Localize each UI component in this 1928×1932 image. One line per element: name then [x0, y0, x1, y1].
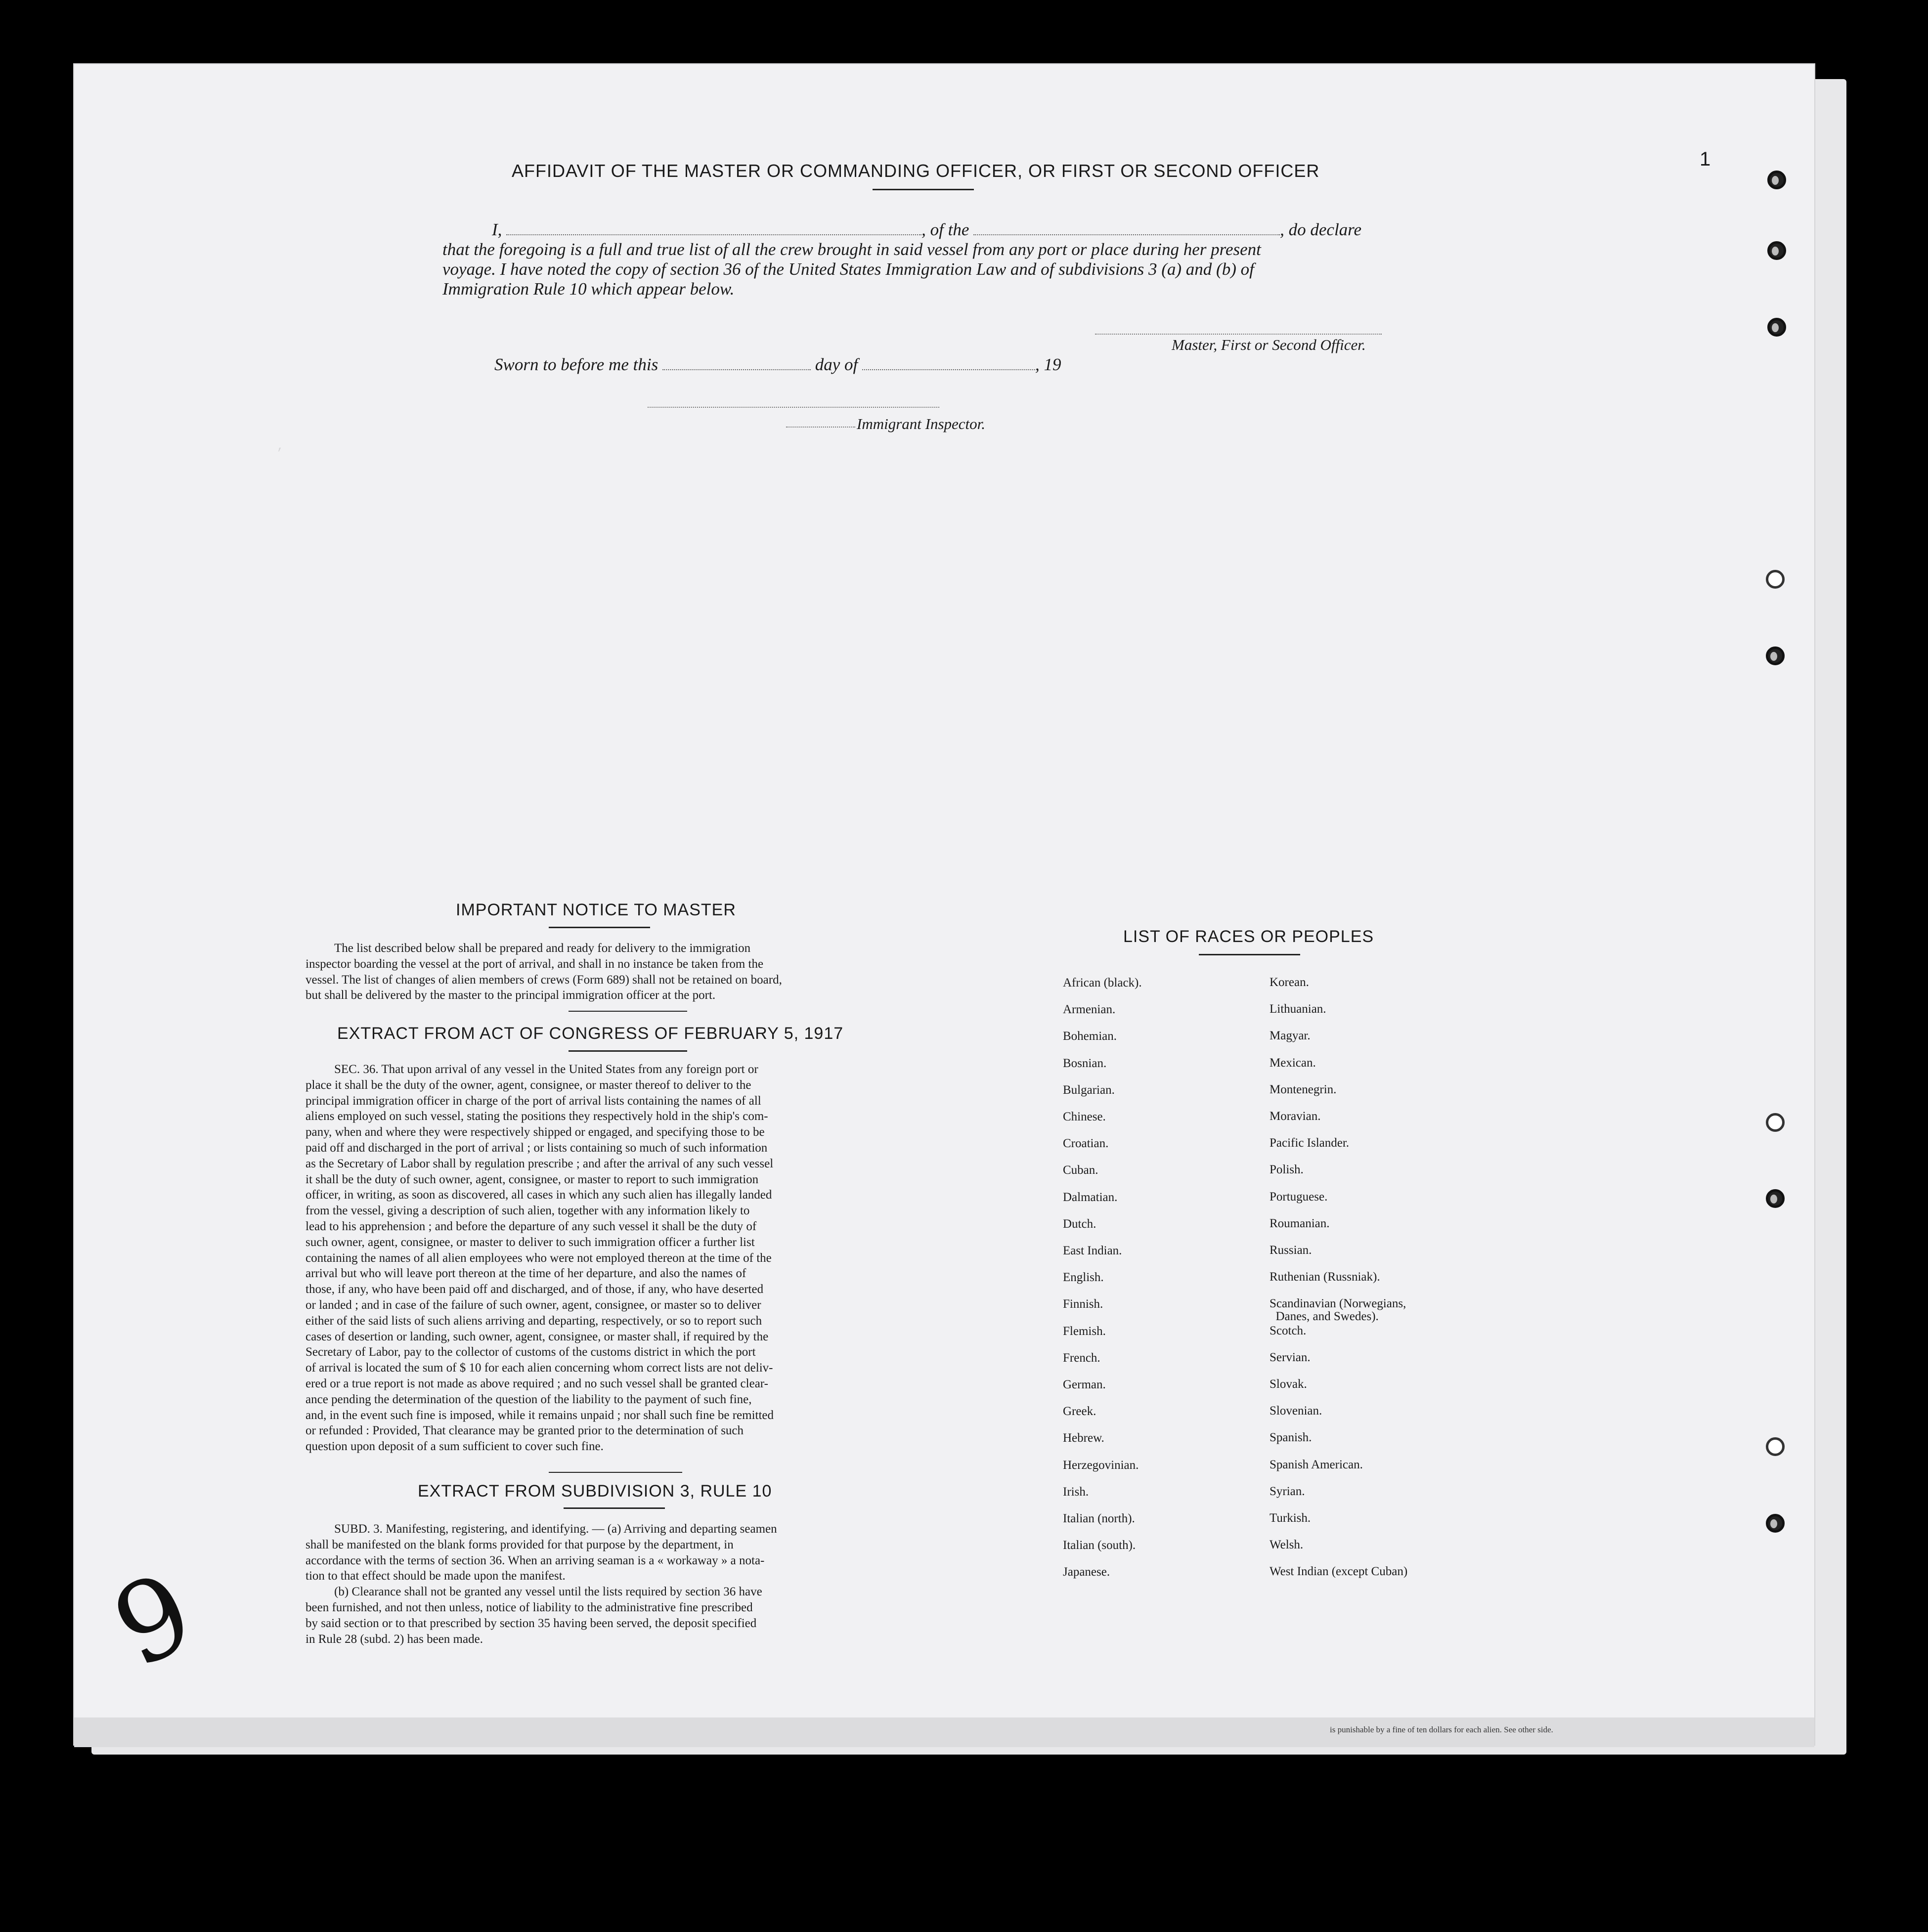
rule-line: in Rule 28 (subd. 2) has been made. [306, 1632, 483, 1646]
extract-act-title-underline [569, 1050, 687, 1052]
affidavit-body-1: that the foregoing is a full and true list of all the crew brought in said vessel from any port or place during her present [442, 240, 1261, 259]
races-title: LIST OF RACES OR PEOPLES [1123, 927, 1374, 946]
act-line: or refunded : Provided, That clearance may be granted prior to the determination of such [306, 1424, 744, 1438]
footer-note: is punishable by a fine of ten dollars for each alien. See other side. [1330, 1725, 1553, 1734]
sworn-line [494, 355, 1061, 375]
affidavit-body-3: Immigration Rule 10 which appear below. [442, 279, 735, 299]
name-blank[interactable] [506, 232, 921, 235]
extract-rule-body [306, 1521, 893, 1647]
race-item: Magyar. [1270, 1029, 1311, 1043]
race-item: Finnish. [1063, 1297, 1103, 1311]
extract-act-body [306, 1062, 893, 1455]
races-title-underline [1199, 954, 1300, 955]
act-line: those, if any, who have been paid off and discharged, and of those, if any, who have deserted [306, 1283, 764, 1296]
binder-hole [1766, 570, 1785, 589]
notice-title-underline [549, 927, 650, 928]
act-line: pany, when and where they were respectively shipped or engaged, and specifying those to be [306, 1125, 765, 1139]
race-item: Servian. [1270, 1350, 1311, 1364]
race-item: Scandinavian (Norwegians, Danes, and Swedes). [1270, 1297, 1406, 1324]
vessel-blank[interactable] [973, 232, 1280, 235]
race-item: West Indian (except Cuban) [1270, 1565, 1408, 1579]
binder-hole [1767, 318, 1786, 337]
race-item: Lithuanian. [1270, 1002, 1326, 1016]
race-item: Portuguese. [1270, 1190, 1328, 1203]
race-item: Roumanian. [1270, 1216, 1330, 1230]
act-line: it shall be the duty of such owner, agent, consignee, or master to report to such immigration [306, 1172, 759, 1186]
rule-line: been furnished, and not then unless, notice of liability to the administrative fine prescribed [306, 1600, 753, 1614]
race-item: African (black). [1063, 976, 1142, 989]
act-line: paid off and discharged in the port of arrival ; or lists containing so much of such information [306, 1141, 768, 1155]
affidavit-title: AFFIDAVIT OF THE MASTER OR COMMANDING OFFICER, OR FIRST OR SECOND OFFICER [512, 161, 1320, 181]
race-item: Korean. [1270, 976, 1309, 989]
act-line: from the vessel, giving a description of such alien, together with any information likely to [306, 1204, 750, 1218]
act-line: Secretary of Labor, pay to the collector of customs of the customs district in which the port [306, 1345, 756, 1359]
affidavit-body-2: voyage. I have noted the copy of section 36 of the United States Immigration Law and of subdivisions 3 (a) and (b) of [442, 259, 1254, 279]
notice-line: but shall be delivered by the master to the principal immigration officer at the port. [306, 988, 716, 1002]
race-item: Bulgarian. [1063, 1083, 1115, 1097]
extract-rule-title: EXTRACT FROM SUBDIVISION 3, RULE 10 [418, 1482, 772, 1501]
race-item: English. [1063, 1271, 1104, 1285]
race-item: Slovenian. [1270, 1404, 1322, 1418]
race-item: Moravian. [1270, 1110, 1321, 1123]
race-item: Greek. [1063, 1405, 1096, 1418]
race-item: Chinese. [1063, 1110, 1106, 1123]
race-item: Irish. [1063, 1485, 1089, 1499]
rule-line: shall be manifested on the blank forms provided for that purpose by the department, in [306, 1538, 734, 1551]
act-line: principal immigration officer in charge of the port of arrival lists containing the names of all [306, 1094, 761, 1108]
act-line: question upon deposit of a sum sufficient to cover such fine. [306, 1440, 604, 1454]
notice-line: inspector boarding the vessel at the port of arrival, and shall in no instance be taken from the [306, 957, 764, 971]
extract-act-title: EXTRACT FROM ACT OF CONGRESS OF FEBRUARY 5, 1917 [337, 1024, 844, 1043]
race-item: Italian (south). [1063, 1539, 1136, 1552]
act-line: lead to his apprehension ; and before the departure of any such vessel it shall be the duty of [306, 1219, 757, 1233]
race-item: Bohemian. [1063, 1030, 1117, 1043]
act-line: of arrival is located the sum of $ 10 for each alien concerning whom correct lists are not deliv- [306, 1361, 773, 1375]
binder-hole [1767, 171, 1786, 189]
rule-line: by said section or to that prescribed by section 35 having been served, the deposit specified [306, 1616, 757, 1630]
rule-line: (b) Clearance shall not be granted any vessel until the lists required by section 36 have [334, 1585, 762, 1599]
day-blank[interactable] [662, 367, 811, 370]
act-separator [549, 1472, 682, 1473]
race-item: Spanish American. [1270, 1458, 1363, 1471]
binder-hole [1766, 1113, 1785, 1132]
sworn-text: Sworn to before me this [494, 355, 658, 374]
day-of-text: day of [815, 355, 858, 374]
signature-label: Master, First or Second Officer. [1172, 336, 1366, 353]
affidavit-title-underline [873, 189, 974, 190]
rule-line: SUBD. 3. Manifesting, registering, and identifying. — (a) Arriving and departing seamen [334, 1522, 777, 1536]
race-item: Welsh. [1270, 1538, 1304, 1552]
race-item: Italian (north). [1063, 1512, 1135, 1525]
act-line: officer, in writing, as soon as discovered, all cases in which any such alien has illegally landed [306, 1188, 772, 1202]
race-item: Polish. [1270, 1163, 1304, 1177]
affidavit-declare: , do declare [1280, 220, 1362, 239]
act-line: such owner, agent, consignee, or master to deliver to such immigration officer a further list [306, 1235, 755, 1249]
handwritten-page-number: 9 [95, 1548, 212, 1692]
race-item: Armenian. [1063, 1003, 1116, 1017]
inspector-label: Immigrant Inspector. [857, 415, 986, 432]
corner-mark: 1 [1700, 148, 1711, 170]
affidavit-i: I, [492, 220, 502, 239]
race-item: Turkish. [1270, 1511, 1311, 1525]
act-line: as the Secretary of Labor shall by regulation prescribe ; and after the arrival of any such vessel [306, 1157, 774, 1170]
act-line: and, in the event such fine is imposed, while it remains unpaid ; nor shall such fine be remitted [306, 1408, 774, 1422]
act-line: SEC. 36. That upon arrival of any vessel in the United States from any foreign port or [334, 1063, 758, 1076]
month-blank[interactable] [862, 367, 1035, 370]
race-item: Dalmatian. [1063, 1190, 1118, 1204]
race-item: Dutch. [1063, 1217, 1096, 1231]
act-line: or landed ; and in case of the failure of such owner, agent, consignee, or master so to deliver [306, 1298, 761, 1312]
race-item: Hebrew. [1063, 1431, 1104, 1445]
act-line: aliens employed on such vessel, stating the positions they respectively hold in the ship's com- [306, 1110, 768, 1123]
race-item: Bosnian. [1063, 1056, 1107, 1070]
race-item: French. [1063, 1351, 1100, 1365]
rule-line: accordance with the terms of section 36. When an arriving seaman is a « workaway » a nota- [306, 1553, 765, 1567]
race-item: Scotch. [1270, 1324, 1307, 1337]
act-line: either of the said lists of such aliens arriving and departing, respectively, or so to report such [306, 1314, 762, 1328]
document-page [74, 64, 1814, 1745]
act-line: ance pending the determination of the question of the liability to the payment of such fine, [306, 1392, 752, 1406]
inspector-line[interactable] [648, 407, 939, 408]
notice-title: IMPORTANT NOTICE TO MASTER [456, 901, 736, 919]
race-item: Montenegrin. [1270, 1082, 1337, 1096]
race-item: Flemish. [1063, 1324, 1106, 1338]
binder-hole [1767, 241, 1786, 260]
race-item: Mexican. [1270, 1056, 1316, 1070]
race-item: Syrian. [1270, 1484, 1305, 1498]
binder-hole [1766, 1437, 1785, 1456]
race-item: Cuban. [1063, 1163, 1098, 1177]
extract-rule-title-underline [564, 1507, 665, 1509]
binder-hole [1766, 1189, 1785, 1208]
act-line: arrival but who will leave port thereon at the time of her departure, and also the names of [306, 1267, 746, 1281]
act-line: place it shall be the duty of the owner, agent, consignee, or master thereof to deliver to the [306, 1078, 751, 1092]
race-item: Russian. [1270, 1244, 1312, 1257]
race-item: Pacific Islander. [1270, 1136, 1350, 1150]
notice-separator [569, 1011, 687, 1012]
race-item: East Indian. [1063, 1244, 1122, 1257]
act-line: containing the names of all alien employees who were not employed thereon at the time of the [306, 1251, 772, 1265]
race-item: Ruthenian (Russniak). [1270, 1270, 1380, 1284]
year-text: , 19 [1035, 355, 1061, 374]
race-item: German. [1063, 1378, 1106, 1391]
binder-hole [1766, 646, 1785, 665]
affidavit-of-the: , of the [921, 220, 969, 239]
inspector-line-2 [786, 427, 855, 428]
signature-line[interactable] [1095, 334, 1382, 335]
race-item: Japanese. [1063, 1565, 1110, 1579]
affidavit-line-1 [442, 220, 1406, 240]
notice-line: The list described below shall be prepared and ready for delivery to the immigration [334, 942, 751, 955]
act-line: ered or a true report is not made as above required ; and no such vessel shall be granted clear- [306, 1376, 768, 1390]
act-line: cases of desertion or landing, such owner, agent, consignee, or master shall, if required by the [306, 1330, 769, 1343]
race-item: Herzegovinian. [1063, 1458, 1139, 1472]
race-item: Croatian. [1063, 1137, 1109, 1151]
notice-line: vessel. The list of changes of alien members of crews (Form 689) shall not be retained on board, [306, 973, 782, 987]
rule-line: tion to that effect should be made upon the manifest. [306, 1569, 566, 1583]
notice-body [306, 941, 893, 1003]
page-bottom-edge [74, 1717, 1814, 1747]
race-item: Slovak. [1270, 1377, 1307, 1391]
race-item: Spanish. [1270, 1431, 1312, 1445]
binder-hole [1766, 1514, 1785, 1533]
